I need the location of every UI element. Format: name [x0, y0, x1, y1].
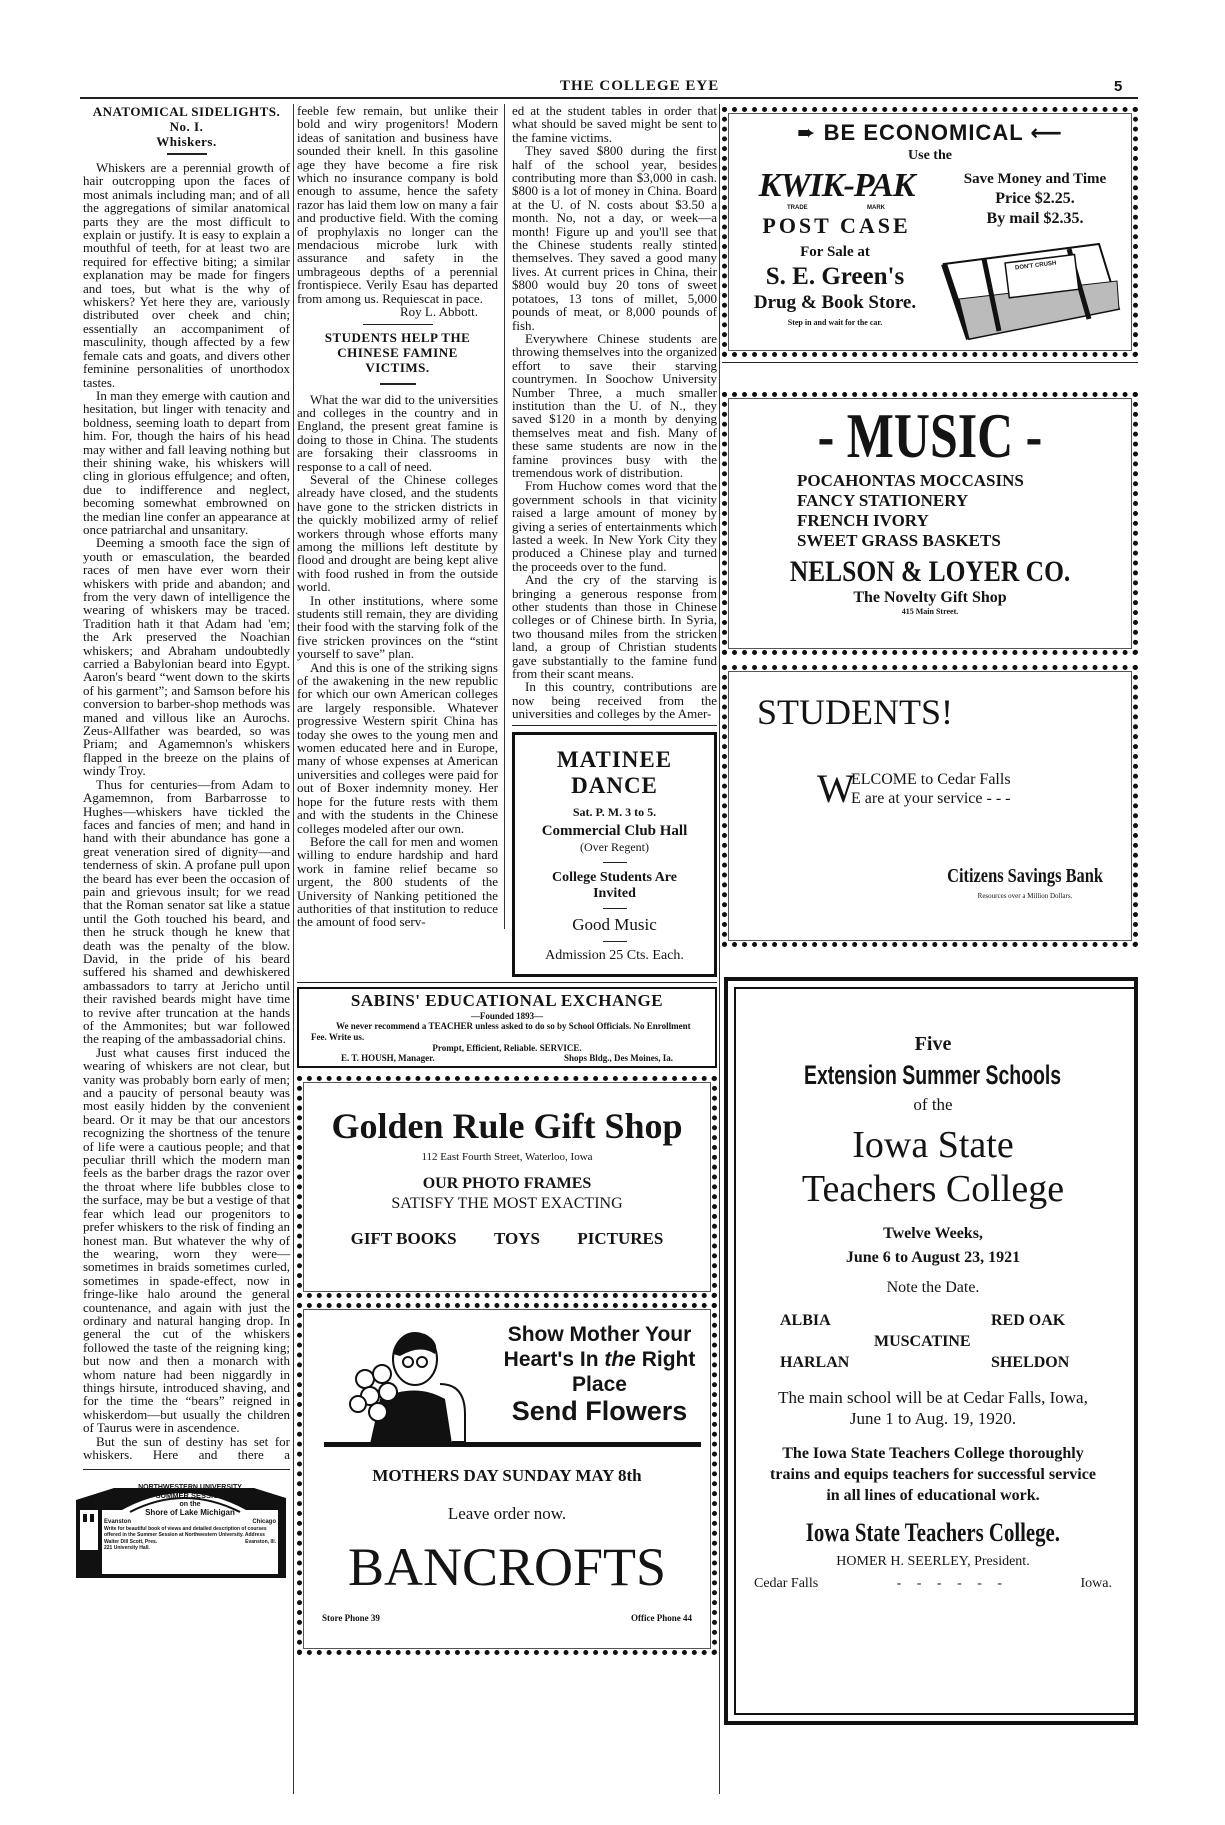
bancrofts-date: MOTHERS DAY SUNDAY MAY 8th: [372, 1465, 642, 1485]
nw-on-the: on the: [179, 1500, 201, 1508]
column-3: [505, 104, 717, 977]
citizens-bank-ad: [722, 665, 1138, 947]
sabins-line2: Prompt, Efficient, Reliable. SERVICE.: [432, 1042, 582, 1053]
divider: [363, 324, 433, 325]
bancrofts-office-phone: Office Phone 44: [631, 1612, 692, 1623]
golden-rule-line1: OUR PHOTO FRAMES: [422, 1174, 592, 1192]
header-rule: [80, 97, 1138, 99]
paragraph: Thus for centuries—from Adam to Agamemnon, from Barbarrosse to Hughes—whiskers have tickled the faces and fancies of men; and hand in hand with their abundance has gone a great veneration sired of dignity—and tenderness of skin. A profane pull upon the beard has ever been the occasion of pain and grievous insult; for we read that the Roman senator sat like a statue until the Goth touched his beard, and then he struck though he knew that death was the penalty of the blow. David, in the pride of his beard suffered his shamed and dewhiskered ambassadors to tarry at Jericho until their ravished beards might have time to revive after truncation at the hands of the Ammonites; but war followed the reaping of the ambassadorial chins.: [83, 776, 290, 1047]
article-col3: [512, 104, 717, 721]
sabins-ad: [297, 987, 717, 1068]
paragraph: In man they emerge with caution and hesitation, but linger with tenacity and boldness, seeming loath to depart from him. For, though the hairs of his head may wither and fall leaving nothing but their shining wake, his whiskers will cling in glorious effulgence; and often, due to indifference and neglect, becoming somewhat embrowned on the median line confer an appearance at once patriarchal and unsanitary.: [83, 387, 290, 537]
arrow-left-icon: ⟵: [1023, 120, 1063, 145]
town: HARLAN: [780, 1354, 850, 1371]
matinee-admission: Admission 25 Cts. Each.: [545, 947, 684, 963]
music-title: [727, 400, 1133, 471]
paragraph: And this is one of the striking signs of the awakening in the new republic for which our own American colleges are largely responsible. Whatever progressive Western spirit China has today she owes to the young men and women educated here and in Europe, many of whose expenses at American universities and colleges were paid for out of Boxer indemnity money. Her hope for the future rests with them and with the students in the Chinese colleges modeled after our own.: [297, 659, 498, 836]
iowa-of-the: of the: [913, 1095, 953, 1114]
right-column: [722, 107, 1138, 1725]
music-item: FRENCH IVORY: [797, 511, 929, 530]
bancrofts-headline: [492, 1322, 707, 1425]
nelson-loyer-ad: [722, 392, 1138, 655]
paragraph: And the cry of the starving is bringing a generous response from other students than those in Chinese colleges or of Chinese birth. In Syria, two thousand miles from the stricken land, a group of Christian students gave substantially to the famine fund from their scant means.: [512, 572, 717, 682]
kwikpak-ad: [722, 107, 1138, 357]
iowa-note: Note the Date.: [886, 1279, 980, 1296]
iowa-name1: Iowa State: [852, 1124, 1014, 1166]
divider: [722, 362, 1138, 363]
headline-part: Heart's In: [503, 1347, 605, 1371]
divider: [512, 725, 717, 726]
sabins-footer: [311, 1053, 703, 1063]
kwikpak-product: POST CASE: [762, 213, 911, 238]
arrow-right-icon: ➨: [797, 120, 824, 145]
iowa-state: Iowa.: [1080, 1576, 1112, 1591]
music-title-text: - MUSIC -: [817, 400, 1043, 471]
divider: [603, 908, 627, 909]
sabins-address: Shops Bldg., Des Moines, Ia.: [563, 1052, 673, 1063]
town: MUSCATINE: [874, 1333, 971, 1350]
kwikpak-headline: [727, 120, 1133, 146]
nw-body: Write for beautiful book of views and detailed description of courses offered in the Summer Session at Northwestern University. Address: [104, 1525, 267, 1538]
bancrofts-cta: Leave order now.: [447, 1503, 567, 1523]
bank-name: [925, 864, 1125, 888]
nw-arch-text: NORTHWESTERN UNIVERSITY: [138, 1484, 242, 1492]
bank-name-text: Citizens Savings Bank: [947, 865, 1103, 887]
golden-rule-ad: [297, 1076, 717, 1298]
nw-text: [104, 1484, 276, 1551]
matinee-invite: College Students Are Invited: [552, 869, 677, 901]
iowa-main-school: The main school will be at Cedar Falls, Iowa, June 1 to Aug. 19, 1920.: [778, 1388, 1088, 1428]
post-case-label: DON'T CRUSH: [1014, 260, 1057, 272]
masthead: THE COLLEGE EYE: [560, 78, 720, 94]
paragraph: From Huchow comes word that the government schools in that vicinity raised a large amount of money by giving a series of entertainments which lasted a week. In New York City they produced a Chinese play and turned the proceeds over to the fund.: [512, 478, 717, 574]
extension-text: Extension Summer Schools: [804, 1060, 1062, 1090]
golden-rule-title: Golden Rule Gift Shop: [331, 1105, 683, 1146]
northwestern-ad: [74, 1480, 288, 1578]
matinee-venue: Commercial Club Hall: [541, 822, 688, 839]
music-items: [727, 471, 1133, 551]
paragraph: feeble few remain, but unlike their bold and wiry progenitors! Modern ideas of sanitation and business have sounded their knell. In this gasoline age they have become a fire risk which no insurance company is bold enough to assume, hence the safety razor has laid them low on many a fair and productive field. With the coming of prophylaxis no longer can the mendacious microbe lurk with assurance and safety in the umbrageous depths of a perennial frontispiece. Verily Esau has departed from among us. Requiescat in pace.: [297, 103, 498, 306]
music-item: SWEET GRASS BASKETS: [797, 531, 1001, 550]
paragraph: They saved $800 during the first half of the school year, besides contributing more than $3,000 in cash. $800 is a lot of money in China. Board at the U. of N. costs about $3.50 a month. No, not a day, or week—a month! Figure up and you'll see that the Chinese students really stinted themselves. They saved a good many lives. At current prices in China, their $800 would buy 20 tons of sweet potatoes, 13 tons of millet, 5,000 pounds of meat, or 8,000 pounds of fish.: [512, 143, 717, 333]
welcome-lines: [851, 770, 1011, 808]
students-welcome: [817, 766, 1011, 811]
kwikpak-store: S. E. Green's: [765, 263, 905, 290]
divider: [167, 153, 207, 155]
kwikpak-note: Step in and wait for the car.: [787, 318, 883, 327]
article-whiskers-col1: [83, 104, 290, 1461]
sabins-line1: We never recommend a TEACHER unless asked to do so by School Officials. No Enrollment Fee. Write us.: [311, 1020, 691, 1042]
paragraph: Before the call for men and women willing to endure hardship and hard work in famine relief became so urgent, the 800 students of the University of Nanking petitioned the authorities of that institution to reduce the amount of food serv-: [297, 833, 498, 930]
iowa-name2: Teachers College: [801, 1168, 1065, 1210]
mother-with-flowers-illustration: [340, 1324, 490, 1444]
music-tagline: The Novelty Gift Shop: [853, 589, 1007, 606]
headline-part: the: [604, 1347, 636, 1371]
bank-note: Resources over a Million Dollars.: [977, 892, 1073, 900]
nw-shore: Shore of Lake Michigan: [145, 1507, 235, 1517]
matinee-dance-ad: [512, 732, 717, 977]
nw-address: 221 University Hall.: [104, 1544, 150, 1551]
headline-line: [492, 1347, 707, 1372]
divider: [380, 383, 416, 385]
town: SHELDON: [991, 1354, 1070, 1371]
golden-rule-items: [302, 1229, 712, 1249]
kwikpak-mark: MARK: [867, 205, 885, 211]
welcome-line1: ELCOME to Cedar Falls: [851, 771, 1011, 788]
iowa-dashes: - - - - - -: [896, 1576, 1003, 1591]
nw-session: SUMMER SESSION: [155, 1491, 225, 1501]
paragraph: In other institutions, where some students still remain, they are dividing their food with the starving folk of the five stricken provinces on the “stint yourself to save” plan.: [297, 592, 498, 662]
kwikpak-store-type: Drug & Book Store.: [753, 292, 917, 313]
bancrofts-store-phone: Store Phone 39: [322, 1612, 380, 1623]
middle-section: [297, 104, 717, 1655]
sabins-founded: —Founded 1893—: [470, 1010, 544, 1021]
paragraph: Everywhere Chinese students are throwing themselves into the organized effort to save their starving countrymen. In Soochow University Number Three, a much smaller institution than the U. of N., they saved $120 in a month by denying themselves meat and fish. Many of these same students are now in the famine provinces busy with the tremendous work of distribution.: [512, 330, 717, 480]
bancrofts-name: BANCROFTS: [347, 1536, 667, 1597]
iowa-towns: [748, 1311, 1118, 1373]
paragraph: In this country, contributions are now being received from the universities and colleges by the Amer-: [512, 679, 717, 722]
music-item: FANCY STATIONERY: [797, 491, 969, 510]
paragraph: Deeming a smooth face the sign of youth or emasculation, the bearded races of men have ever worn their whiskers with pride and abandon; and from the very dawn of intelligence the wearing of whiskers may be traced. Tradition hath it that Adam had 'em; the Ark preserved the Noachian whiskers; and Abraham undoubtedly carried a Babylonian beard into Egypt. Aaron's beard “went down to the skirts of his garment”; and Samson before his conversion to barber-shop methods was maned and villous like an Aurochs. Zeus-Allfather was bearded, so was Priam; and Agamemnon's whiskers flapped in the breeze on the plains of windy Troy.: [83, 535, 290, 779]
iowa-state-ad: [724, 977, 1138, 1725]
paragraph: Several of the Chinese colleges already have closed, and the students have gone to the stricken districts in the quickly mobilized army of relief workers through whose efforts many among the millions left destitute by flood and drought are being kept alive with food rushed in from the outside world.: [297, 471, 498, 595]
music-address: 415 Main Street.: [901, 607, 959, 616]
iowa-president: HOMER H. SEERLEY, President.: [836, 1554, 1030, 1569]
article-headline: STUDENTS HELP THE CHINESE FAMINE VICTIMS.: [324, 329, 471, 375]
iowa-location: [754, 1576, 1112, 1592]
article-author: Roy L. Abbott.: [399, 304, 478, 320]
paragraph: What the war did to the universities and colleges in the country and in England, the present great famine is doing to those in China. The students are forsaking their classrooms in response to a call of need.: [297, 391, 498, 474]
paragraph: ed at the student tables in order that what should be saved might be sent to the famine victims.: [512, 103, 717, 145]
nw-contact: Walter Dill Scott, Pres.: [104, 1538, 158, 1545]
golden-rule-item: PICTURES: [577, 1228, 664, 1248]
headline-part: Right: [635, 1347, 696, 1371]
nw-location: Evanston, Ill.: [245, 1538, 276, 1545]
post-case-illustration: [939, 239, 1124, 344]
music-company: [727, 555, 1133, 589]
kwikpak-use-the: Use the: [908, 148, 952, 163]
nw-evanston: Evanston: [104, 1518, 132, 1525]
kwikpak-save: Save Money and Time: [963, 171, 1107, 187]
iowa-signature: [748, 1518, 1118, 1548]
headline-line: Place: [572, 1372, 627, 1396]
paragraph: Just what causes first induced the wearing of whiskers are not clear, but vanity was probably born early of men; and a paucity of personal beauty was most easily hidden by the convenient beard. Or it may be that our ancestors recognizing the shortness of the tenure of life were a cautious people; and that peculiar thrill which the modern man feels as the barber drags the razor over the throat where life bubbles close to the surface, may be but a vestige of that fear which lead our progenitors to prefer whiskers to the risk of finding an honest man. But whatever the why of the wearing, worn they were—sometimes in braids sometimes curled, sometimes in spade-effect, now in fringe-like halo around the general countenance, and again with just the ordinary and natural hanging drop. In general the cut of the whiskers followed the taste of the reigning king; but now and then a monarch with whom nature had been niggardly in things hirsute, introduced shaving, and for the time the “bears” reigned in whiskerdom—but usually the children of Taurus were in ascendence.: [83, 1044, 290, 1436]
sabins-manager: E. T. HOUSH, Manager.: [341, 1052, 435, 1063]
matinee-music: Good Music: [572, 914, 657, 934]
divider: [603, 941, 627, 942]
matinee-time: Sat. P. M. 3 to 5.: [572, 804, 657, 819]
paragraph: But the sun of destiny has set for whiskers. Here and there a: [83, 1433, 290, 1462]
middle-columns: [297, 104, 717, 977]
matinee-venue-note: (Over Regent): [580, 839, 649, 854]
kwikpak-for-sale: For Sale at: [800, 244, 870, 260]
welcome-line2: E are at your service - - -: [851, 790, 1011, 807]
iowa-city: Cedar Falls: [754, 1576, 819, 1591]
nw-chicago: Chicago: [252, 1518, 276, 1525]
kwikpak-price: Price $2.25.: [995, 190, 1075, 207]
music-item: POCAHONTAS MOCCASINS: [797, 471, 1024, 490]
golden-rule-line2: SATISFY THE MOST EXACTING: [391, 1194, 623, 1212]
students-title: STUDENTS!: [757, 692, 953, 732]
divider: [603, 862, 627, 863]
article-col2: [297, 104, 505, 929]
kwikpak-brand-logo: KWIK-PAK: [758, 167, 915, 204]
iowa-weeks: Twelve Weeks,: [883, 1225, 983, 1242]
iowa-five: Five: [914, 1033, 952, 1055]
matinee-title: MATINEE DANCE: [556, 746, 673, 798]
golden-rule-item: GIFT BOOKS: [350, 1228, 457, 1248]
article-title: ANATOMICAL SIDELIGHTS.: [92, 104, 281, 119]
column-rule: [293, 104, 294, 1794]
iowa-pitch: The Iowa State Teachers College thoroughly trains and equips teachers for successful service in all lines of educational work.: [770, 1445, 1096, 1504]
page-number: 5: [1114, 78, 1123, 95]
nw-cities: [104, 1519, 276, 1525]
company-name: NELSON & LOYER CO.: [789, 555, 1071, 588]
headline-line: Send Flowers: [511, 1395, 688, 1426]
paragraph: Whiskers are a perennial growth of hair outcropping upon the faces of most animals including man; and of all the aggregations of similar anatomical parts they are the most difficult to explain or justify. It is easy to explain a mouthful of teeth, for at least two are required for effective biting; a similar explanation may be made for fingers and toes, but what is the why of whiskers? Yet here they are, variously distributed over cheek and chin; essentially an accompaniment of masculinity, though affected by a few female cats and goats, and divers other feminine personalities of unorthodox tastes.: [83, 160, 290, 390]
iowa-dates: June 6 to August 23, 1921: [845, 1249, 1021, 1266]
signature-text: Iowa State Teachers College.: [805, 1518, 1061, 1547]
article-number: No. I.: [169, 119, 204, 134]
drop-cap: W: [817, 766, 855, 811]
column-rule: [719, 104, 720, 1794]
divider: [297, 982, 717, 983]
town: ALBIA: [780, 1312, 831, 1329]
divider: [324, 1442, 701, 1447]
kwikpak-trade: TRADE: [787, 205, 808, 211]
headline-line: Show Mother Your: [507, 1322, 692, 1346]
article-subtitle: Whiskers.: [156, 134, 217, 149]
bancrofts-ad: [297, 1303, 717, 1655]
kwikpak-mail-price: By mail $2.35.: [986, 210, 1084, 227]
golden-rule-address: 112 East Fourth Street, Waterloo, Iowa: [421, 1150, 593, 1163]
sabins-title: SABINS' EDUCATIONAL EXCHANGE: [350, 990, 664, 1010]
iowa-extension: [748, 1060, 1118, 1091]
column-1: [83, 104, 290, 1578]
iowa-content: [748, 981, 1118, 1592]
town: RED OAK: [991, 1312, 1066, 1329]
divider: [83, 1469, 290, 1470]
headline-text: BE ECONOMICAL: [823, 120, 1024, 145]
golden-rule-item: TOYS: [493, 1228, 540, 1248]
